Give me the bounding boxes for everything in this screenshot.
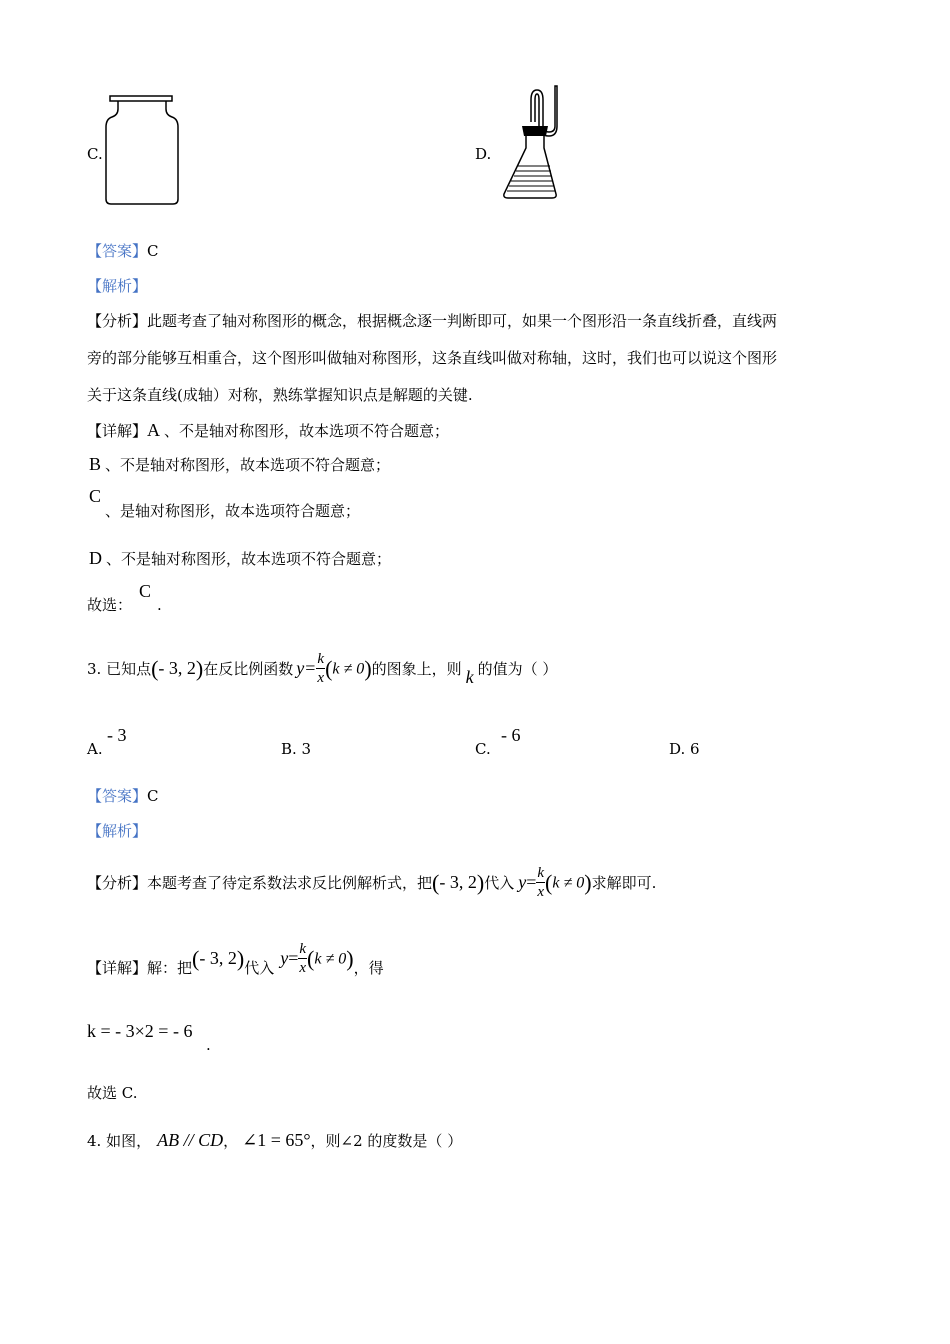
q3-option-d: D. 6 bbox=[669, 740, 700, 758]
analysis-end: 求解即可. bbox=[591, 874, 657, 892]
q3-option-c-value: - 6 bbox=[501, 725, 521, 745]
q2-detail-a bbox=[87, 420, 449, 442]
detail-letter-a: A bbox=[147, 420, 161, 440]
option-d-label: D. bbox=[475, 145, 492, 163]
analysis-point: - 3, 2 bbox=[439, 872, 477, 893]
q4-comma: ， bbox=[223, 1132, 239, 1150]
answer-value: C bbox=[147, 242, 159, 260]
q2-analysis-line3: 关于这条直线(成轴）对称，熟练掌握知识点是解题的关键. bbox=[87, 386, 473, 404]
q3-fraction bbox=[316, 652, 325, 686]
q3-detail: 【详解】解：把(- 3, 2)代入 y= $\frac{k}{x}$ (k ≠ 0)，得 bbox=[87, 941, 384, 977]
q2-choose-end: . bbox=[157, 596, 162, 614]
q4-angle1: ∠1 = 65° bbox=[242, 1130, 311, 1150]
detail-a-text: 、不是轴对称图形，故本选项不符合题意； bbox=[164, 422, 450, 440]
detail-end: ，得 bbox=[353, 959, 384, 977]
q2-analysis-line2: 旁的部分能够互相重合，这个图形叫做轴对称图形，这条直线叫做对称轴，这时，我们也可以说这个图形 bbox=[87, 349, 778, 367]
q3-calc-end: . bbox=[206, 1036, 211, 1054]
q3-option-b: B. 3 bbox=[281, 740, 312, 758]
detail-eq: = bbox=[288, 948, 299, 969]
analysis-text: 此题考查了轴对称图形的概念，根据概念逐一判断即可，如果一个图形沿一条直线折叠，直线两 bbox=[147, 312, 778, 330]
q2-choose-letter: C bbox=[139, 581, 152, 601]
analysis-fraction bbox=[536, 866, 545, 900]
q2-detail-b bbox=[89, 454, 390, 476]
q3-calc: k = - 3×2 = - 6 bbox=[87, 1021, 193, 1041]
analysis-mid: 代入 bbox=[484, 874, 515, 892]
detail-letter-d: D bbox=[89, 548, 102, 568]
q3-option-a-value: - 3 bbox=[107, 725, 127, 745]
detail-frac-k: k bbox=[299, 941, 307, 957]
q3-after: 的图象上，则 bbox=[371, 660, 462, 678]
detail-cond: k ≠ 0 bbox=[314, 950, 347, 968]
q4-rest: ，则∠2 的度数是（ ） bbox=[310, 1132, 463, 1150]
q3-stem: 3. 已知点(- 3, 2)在反比例函数 y= $\frac{k}{x}$ (k ≠ 0)的图象上，则 k 的值为（ ） bbox=[87, 651, 558, 687]
analysis-head: 【分析】 bbox=[87, 874, 148, 892]
option-c-label: C. bbox=[87, 145, 103, 163]
detail-head: 【详解】 bbox=[87, 959, 148, 977]
q2-detail-d bbox=[89, 548, 391, 570]
detail-text: 解：把 bbox=[147, 959, 193, 977]
detail-letter-c: C bbox=[89, 486, 102, 506]
q3-option-c-label: C. bbox=[475, 740, 491, 758]
analysis-text: 本题考查了待定系数法求反比例解析式，把 bbox=[147, 874, 433, 892]
q3-eq: = bbox=[305, 658, 316, 679]
q3-k-var: k bbox=[465, 667, 474, 687]
q3-frac-k: k bbox=[317, 651, 325, 667]
analysis-tag: 【解析】 bbox=[87, 822, 148, 840]
q4-number: 4. 如图， bbox=[87, 1132, 152, 1150]
analysis-y: y bbox=[518, 872, 527, 893]
analysis-frac-x: x bbox=[537, 884, 545, 900]
q3-mid: 在反比例函数 bbox=[203, 660, 294, 678]
q3-choose: 故选 C. bbox=[87, 1084, 138, 1102]
q3-analysis: 【分析】本题考查了待定系数法求反比例解析式，把(- 3, 2)代入 y= $\frac{k}{x}$ (k ≠ 0)求解即可. bbox=[87, 865, 657, 900]
detail-frac-x: x bbox=[299, 960, 307, 976]
answer-tag: 【答案】 bbox=[87, 242, 148, 260]
q3-number: 3. 已知点 bbox=[87, 660, 152, 678]
q2-answer bbox=[87, 242, 159, 260]
detail-fraction bbox=[298, 942, 307, 976]
analysis-tag: 【解析】 bbox=[87, 277, 148, 295]
detail-head: 【详解】 bbox=[87, 422, 148, 440]
q2-choose-prefix: 故选： bbox=[87, 596, 133, 614]
detail-letter-b: B bbox=[89, 454, 102, 474]
answer-value: C bbox=[147, 787, 159, 805]
q3-y: y bbox=[296, 658, 305, 679]
analysis-eq: = bbox=[526, 872, 537, 893]
q3-option-a-label: A. bbox=[87, 740, 103, 758]
jar-icon bbox=[104, 95, 180, 207]
q3-cond: k ≠ 0 bbox=[332, 660, 365, 678]
q3-frac-x: x bbox=[317, 670, 325, 686]
analysis-frac-k: k bbox=[537, 865, 545, 881]
q4-stem bbox=[87, 1130, 462, 1152]
answer-tag: 【答案】 bbox=[87, 787, 148, 805]
q4-parallel: AB // CD bbox=[157, 1130, 224, 1150]
q3-answer bbox=[87, 787, 159, 805]
flask-with-tube-icon bbox=[500, 82, 570, 202]
q2-analysis-line1 bbox=[87, 312, 777, 330]
analysis-head: 【分析】 bbox=[87, 312, 148, 330]
q3-after2: 的值为（ ） bbox=[477, 660, 558, 678]
q3-point: - 3, 2 bbox=[158, 658, 196, 679]
detail-b-text: 、不是轴对称图形，故本选项不符合题意； bbox=[105, 456, 391, 474]
detail-y: y bbox=[280, 948, 289, 969]
detail-c-text: 、是轴对称图形，故本选项符合题意； bbox=[105, 502, 361, 520]
analysis-cond: k ≠ 0 bbox=[552, 874, 585, 892]
detail-d-text: 、不是轴对称图形，故本选项不符合题意； bbox=[106, 550, 392, 568]
detail-mid: 代入 bbox=[244, 959, 275, 977]
detail-point: - 3, 2 bbox=[199, 948, 237, 969]
